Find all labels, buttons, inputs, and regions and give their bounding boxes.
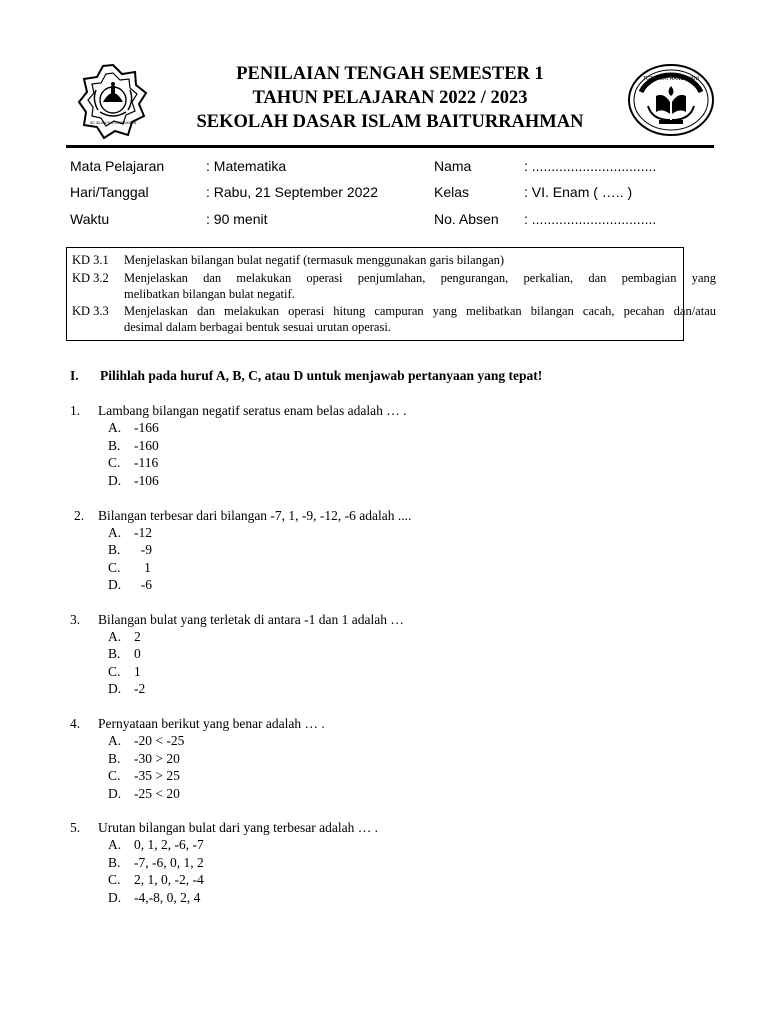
- subject-label: Mata Pelajaran: [70, 158, 165, 174]
- kd-item: [72, 270, 716, 286]
- kd-code: KD 3.2: [72, 271, 109, 285]
- option-text: -20 < -25: [134, 733, 185, 748]
- option-letter: D.: [108, 786, 122, 801]
- option-text: 1: [134, 664, 141, 679]
- svg-text:TUT WURI HANDAYANI: TUT WURI HANDAYANI: [642, 76, 700, 82]
- option-letter: C.: [108, 664, 121, 679]
- question-text: Pernyataan berikut yang benar adalah … .: [98, 716, 325, 731]
- option-letter: D.: [108, 577, 122, 592]
- option-3b: [108, 646, 141, 662]
- option-3a: [108, 629, 141, 645]
- option-5b: [108, 855, 204, 871]
- option-letter: C.: [108, 872, 121, 887]
- option-text: -25 < 20: [134, 786, 180, 801]
- option-2d: [108, 577, 152, 593]
- class-value: : VI. Enam ( ….. ): [524, 184, 633, 200]
- option-text: 1: [134, 560, 151, 575]
- option-letter: C.: [108, 560, 121, 575]
- option-text: -6: [134, 577, 152, 592]
- school-logo: [78, 62, 148, 140]
- kd-text: desimal dalam berbagai bentuk sesuai urutan operasi.: [124, 320, 391, 334]
- option-4b: [108, 751, 180, 767]
- option-3d: [108, 681, 145, 697]
- question-text: Lambang bilangan negatif seratus enam belas adalah … .: [98, 403, 407, 418]
- option-letter: B.: [108, 438, 121, 453]
- option-1b: [108, 438, 159, 454]
- option-text: -9: [134, 542, 152, 557]
- kd-code: KD 3.3: [72, 304, 109, 318]
- question-number: 5.: [70, 820, 81, 835]
- option-text: -166: [134, 420, 159, 435]
- kd-item-continuation: [72, 286, 716, 302]
- option-text: -35 > 25: [134, 768, 180, 783]
- time-label: Waktu: [70, 211, 110, 227]
- competency-box: [66, 247, 716, 341]
- question-5: [70, 820, 378, 836]
- option-text: -4,-8, 0, 2, 4: [134, 890, 201, 905]
- question-1: [70, 403, 407, 419]
- option-letter: D.: [108, 681, 122, 696]
- date-label: Hari/Tanggal: [70, 184, 149, 200]
- option-1a: [108, 420, 159, 436]
- question-2: [74, 508, 411, 524]
- option-text: 2, 1, 0, -2, -4: [134, 872, 204, 887]
- kd-text: Menjelaskan bilangan bulat negatif (termasuk menggunakan garis bilangan): [124, 253, 505, 267]
- option-text: -160: [134, 438, 159, 453]
- kd-text: melibatkan bilangan bulat negatif.: [124, 287, 295, 301]
- kd-item: [72, 252, 716, 268]
- absen-label: No. Absen: [434, 211, 499, 227]
- class-label: Kelas: [434, 184, 470, 200]
- name-label: Nama: [434, 158, 472, 174]
- question-3: [70, 612, 404, 628]
- time-value: : 90 menit: [206, 211, 268, 227]
- exam-title: PENILAIAN TENGAH SEMESTER 1: [236, 64, 544, 84]
- option-letter: B.: [108, 542, 121, 557]
- school-emblem-icon: [78, 62, 148, 140]
- option-letter: A.: [108, 629, 122, 644]
- section-instruction: Pilihlah pada huruf A, B, C, atau D untuk menjawab pertanyaan yang tepat!: [100, 368, 543, 383]
- date-value: : Rabu, 21 September 2022: [206, 184, 379, 200]
- kd-text: Menjelaskan dan melakukan operasi hitung campuran yang melibatkan bilangan cacah, pecahan dan/atau: [124, 304, 716, 318]
- absen-value: : ................................: [524, 211, 657, 227]
- tut-wuri-handayani-icon: [626, 62, 716, 138]
- option-letter: B.: [108, 646, 121, 661]
- option-5c: [108, 872, 204, 888]
- option-letter: B.: [108, 751, 121, 766]
- option-text: -116: [134, 455, 159, 470]
- option-letter: A.: [108, 837, 122, 852]
- question-text: Bilangan bulat yang terletak di antara -1 dan 1 adalah …: [98, 612, 404, 627]
- option-3c: [108, 664, 141, 680]
- section-number: I.: [70, 368, 79, 383]
- option-text: 0, 1, 2, -6, -7: [134, 837, 204, 852]
- question-number: 4.: [70, 716, 81, 731]
- question-4: [70, 716, 325, 732]
- academic-year: TAHUN PELAJARAN 2022 / 2023: [252, 88, 528, 108]
- option-4c: [108, 768, 180, 784]
- question-number: 3.: [70, 612, 81, 627]
- kd-text: Menjelaskan dan melakukan operasi penjumlahan, pengurangan, perkalian, dan pembagian yang: [124, 271, 716, 285]
- name-value: : ................................: [524, 158, 657, 174]
- option-text: -7, -6, 0, 1, 2: [134, 855, 204, 870]
- option-text: 0: [134, 646, 141, 661]
- option-letter: C.: [108, 455, 121, 470]
- header-divider: [66, 145, 714, 148]
- option-letter: A.: [108, 525, 122, 540]
- subject-value: : Matematika: [206, 158, 287, 174]
- kd-code: KD 3.1: [72, 253, 109, 267]
- option-2b: [108, 542, 152, 558]
- option-letter: C.: [108, 768, 121, 783]
- option-1d: [108, 473, 159, 489]
- question-number: 2.: [74, 508, 85, 523]
- option-5a: [108, 837, 204, 853]
- document-header: [150, 62, 630, 134]
- option-text: -12: [134, 525, 152, 540]
- option-text: 2: [134, 629, 141, 644]
- kd-item: [72, 303, 716, 319]
- option-letter: A.: [108, 733, 122, 748]
- school-name: SEKOLAH DASAR ISLAM BAITURRAHMAN: [196, 112, 584, 132]
- option-letter: A.: [108, 420, 122, 435]
- question-text: Bilangan terbesar dari bilangan -7, 1, -9, -12, -6 adalah ....: [98, 508, 412, 523]
- option-letter: D.: [108, 890, 122, 905]
- option-2c: [108, 560, 151, 576]
- tut-wuri-handayani-logo: [626, 62, 716, 138]
- option-4a: [108, 733, 184, 749]
- option-letter: B.: [108, 855, 121, 870]
- option-text: -106: [134, 473, 159, 488]
- question-number: 1.: [70, 403, 81, 418]
- option-2a: [108, 525, 152, 541]
- option-1c: [108, 455, 158, 471]
- question-text: Urutan bilangan bulat dari yang terbesar adalah … .: [98, 820, 379, 835]
- svg-text:SD ISLAM BAITURRAHMAN: SD ISLAM BAITURRAHMAN: [89, 121, 137, 125]
- section-heading: [70, 368, 542, 384]
- option-text: -2: [134, 681, 146, 696]
- option-5d: [108, 890, 200, 906]
- option-text: -30 > 20: [134, 751, 180, 766]
- option-4d: [108, 786, 180, 802]
- option-letter: D.: [108, 473, 122, 488]
- kd-item-continuation: [72, 319, 716, 335]
